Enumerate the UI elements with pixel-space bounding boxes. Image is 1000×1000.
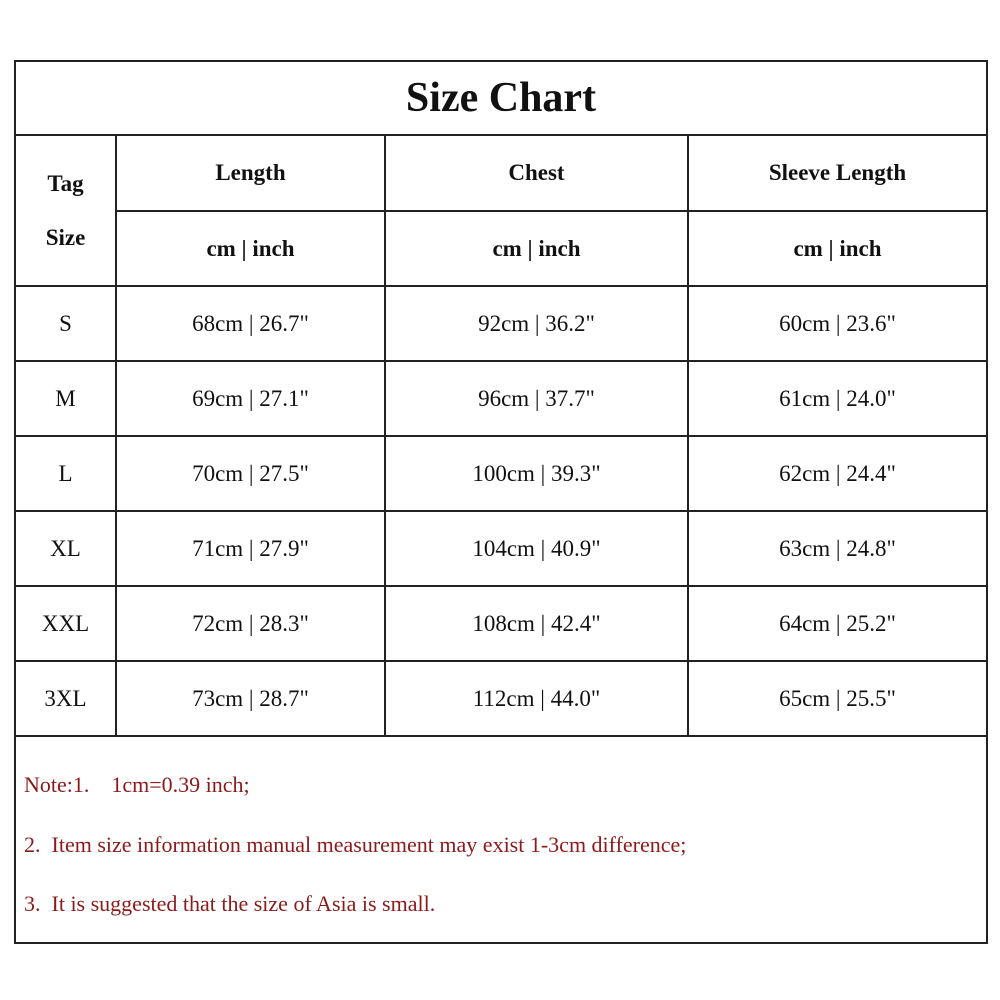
length-cell: 72cm | 28.3" [116, 586, 385, 661]
table-row [16, 286, 986, 361]
length-cell: 70cm | 27.5" [116, 436, 385, 511]
size-cell: 3XL [16, 661, 116, 736]
chest-cell: 108cm | 42.4" [385, 586, 688, 661]
length-cell: 69cm | 27.1" [116, 361, 385, 436]
size-cell: M [16, 361, 116, 436]
sleeve-cell: 61cm | 24.0" [688, 361, 986, 436]
table-row [16, 586, 986, 661]
table-row [16, 511, 986, 586]
sleeve-unit: cm | inch [688, 211, 986, 286]
length-header: Length [116, 136, 385, 211]
sleeve-cell: 60cm | 23.6" [688, 286, 986, 361]
sleeve-cell: 64cm | 25.2" [688, 586, 986, 661]
chest-header: Chest [385, 136, 688, 211]
size-label: Size [45, 224, 86, 250]
tag-size-header [16, 136, 116, 286]
chest-cell: 104cm | 40.9" [385, 511, 688, 586]
table-row [16, 436, 986, 511]
length-cell: 71cm | 27.9" [116, 511, 385, 586]
chest-cell: 112cm | 44.0" [385, 661, 688, 736]
length-cell: 68cm | 26.7" [116, 286, 385, 361]
table-row [16, 661, 986, 736]
table-row [16, 361, 986, 436]
size-cell: S [16, 286, 116, 361]
chest-cell: 96cm | 37.7" [385, 361, 688, 436]
tag-label: Tag [47, 170, 84, 196]
chest-cell: 92cm | 36.2" [385, 286, 688, 361]
size-chart [14, 60, 988, 944]
chest-cell: 100cm | 39.3" [385, 436, 688, 511]
sleeve-cell: 63cm | 24.8" [688, 511, 986, 586]
length-unit: cm | inch [116, 211, 385, 286]
sleeve-length-header: Sleeve Length [688, 136, 986, 211]
size-cell: XXL [16, 586, 116, 661]
size-cell: XL [16, 511, 116, 586]
length-cell: 73cm | 28.7" [116, 661, 385, 736]
unit-row [16, 211, 986, 286]
chest-unit: cm | inch [385, 211, 688, 286]
size-table [16, 136, 986, 737]
size-cell: L [16, 436, 116, 511]
note-2: 2. Item size information manual measurement may exist 1-3cm difference; [24, 832, 687, 857]
header-row [16, 136, 986, 211]
notes-section [16, 740, 986, 942]
note-1: Note:1. 1cm=0.39 inch; [24, 772, 250, 797]
sleeve-cell: 62cm | 24.4" [688, 436, 986, 511]
sleeve-cell: 65cm | 25.5" [688, 661, 986, 736]
chart-title: Size Chart [16, 62, 986, 136]
note-3: 3. It is suggested that the size of Asia is small. [24, 891, 436, 916]
